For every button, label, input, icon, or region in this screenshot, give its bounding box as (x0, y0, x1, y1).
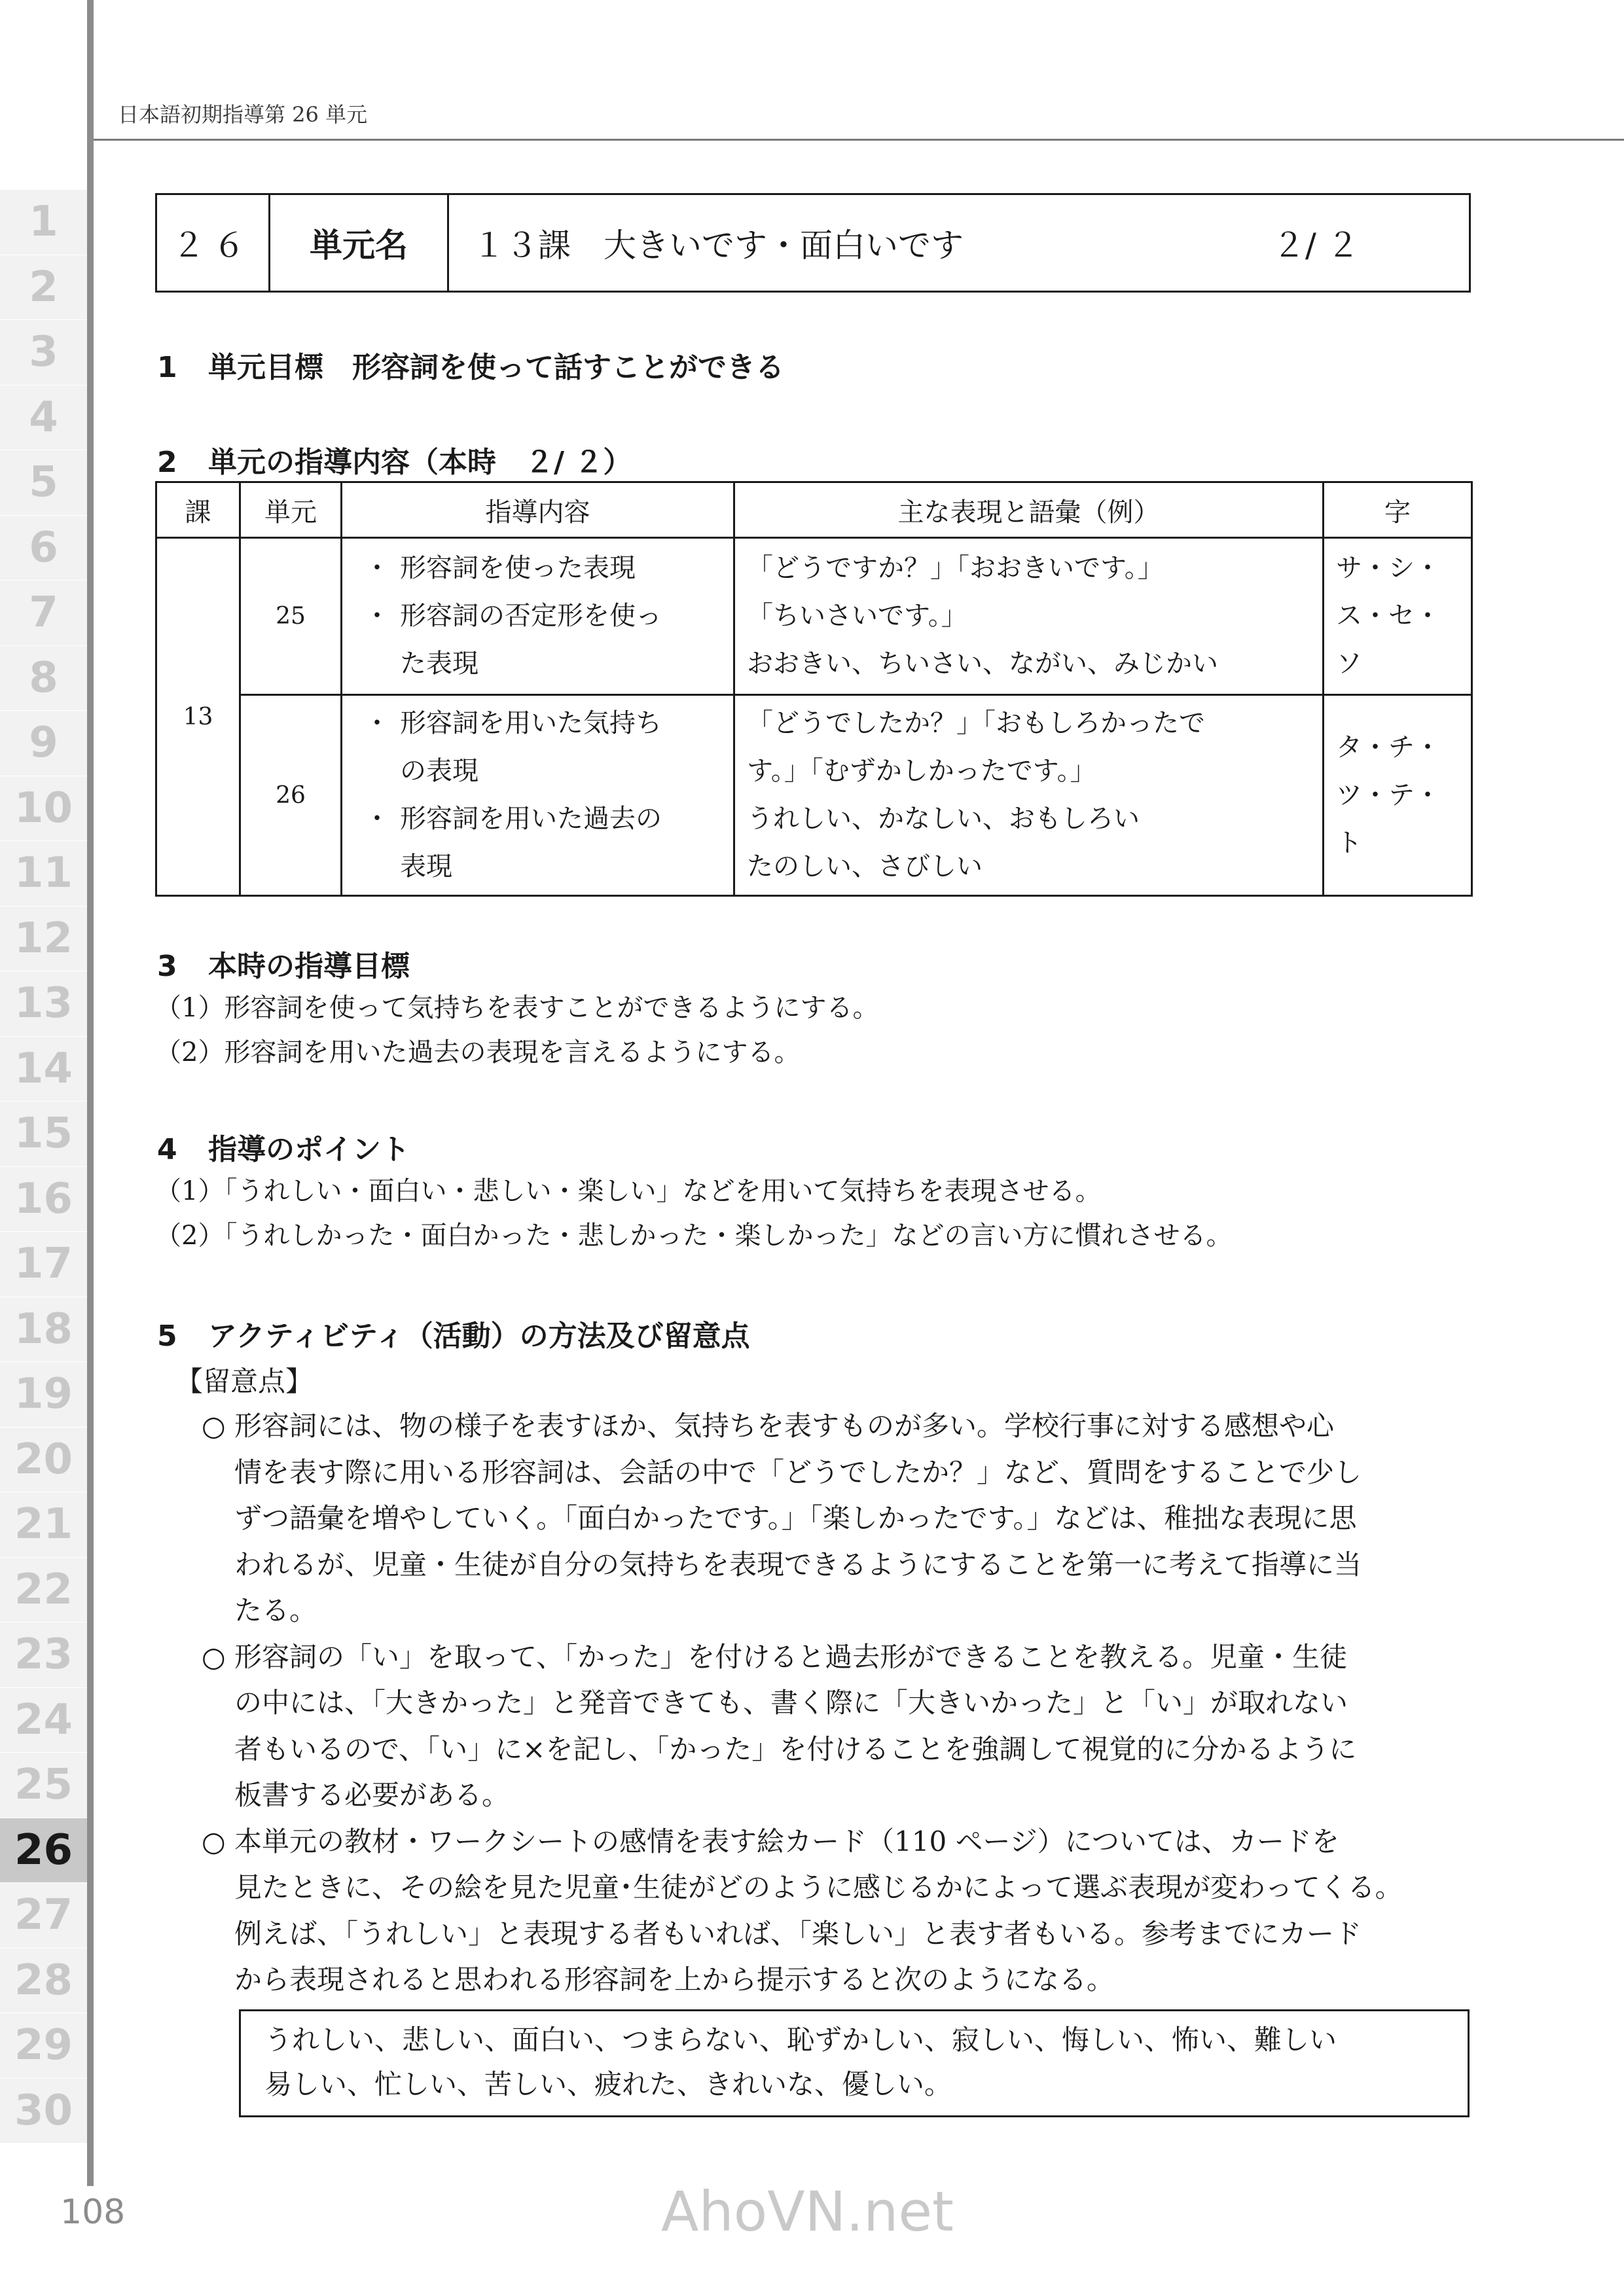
content-bullet: ・ 形容詞を用いた過去の 表現 (364, 804, 662, 882)
section-number: 1 (157, 351, 177, 384)
section-4-points (155, 1169, 1232, 1258)
circle-bullet: ○ (202, 1410, 226, 1442)
col-header-unit: 単元 (240, 482, 342, 538)
unit-tab-5: 5 (0, 450, 87, 516)
content-cell (342, 538, 734, 695)
section-number: 3 (157, 950, 177, 983)
unit-tab-22: 22 (0, 1558, 87, 1623)
expressions-cell: 「どうでしたか？」「おもしろかったで す。」「むずかしかったです。」 うれしい、かなしい、おもしろい たのしい、さびしい (734, 695, 1324, 896)
unit-tab-1: 1 (0, 190, 87, 255)
adjective-line: うれしい、悲しい、面白い、つまらない、恥ずかしい、寂しい、悔しい、怖い、難しい (264, 2024, 1337, 2056)
table-row (156, 538, 1472, 695)
unit-tab-2: 2 (0, 255, 87, 321)
section-number: 5 (157, 1319, 177, 1353)
section-title: アクティビティ（活動）の方法及び留意点 (208, 1319, 750, 1353)
unit-tab-6: 6 (0, 516, 87, 581)
unit-tab-29: 29 (0, 2013, 87, 2079)
unit-name-label: 単元名 (270, 195, 449, 291)
unit-tab-24: 24 (0, 1688, 87, 1753)
col-header-expressions: 主な表現と語彙（例） (734, 482, 1324, 538)
unit-tab-15: 15 (0, 1102, 87, 1167)
col-header-lesson: 課 (156, 482, 240, 538)
section-4-heading (157, 1126, 410, 1168)
unit-tab-3: 3 (0, 320, 87, 386)
characters-cell: タ・チ・ ツ・テ・ ト (1324, 695, 1472, 896)
circle-bullet: ○ (202, 1640, 226, 1673)
note-item: ○ 形容詞には、物の様子を表すほか、気持ちを表すものが多い。学校行事に対する感想や心 情を表す際に用いる形容詞は、会話の中で「どうでしたか？」など、質問をすることで少し ずつ語彙を増やしていく。「面白かったです。」「楽しかったです。」などは、稚拙な表現に思 われるが、児童・生徒が自分の気持ちを表現できるようにすることを第一に考えて指導に当 たる。 (175, 1403, 1478, 1634)
watermark: AhoVN.net (661, 2179, 954, 2244)
circle-bullet: ○ (202, 1825, 226, 1857)
unit-content-table (155, 481, 1473, 897)
expressions-cell: 「どうですか？」「おおきいです。」 「ちいさいです。」 おおきい、ちいさい、ながい、みじかい (734, 538, 1324, 695)
table-row (156, 695, 1472, 896)
content-bullet: ・ 形容詞の否定形を使っ た表現 (364, 601, 662, 679)
unit-tab-18: 18 (0, 1297, 87, 1363)
section-title: 本時の指導目標 (208, 950, 410, 983)
unit-page: ２/ ２ (1272, 226, 1360, 264)
unit-tab-19: 19 (0, 1362, 87, 1427)
unit-tab-21: 21 (0, 1492, 87, 1558)
unit-tab-10: 10 (0, 776, 87, 842)
section-title: 指導のポイント (208, 1133, 410, 1166)
unit-tab-14: 14 (0, 1037, 87, 1102)
section-2-heading (157, 439, 632, 480)
section-title: 単元の指導内容（本時 ２/ ２） (208, 446, 632, 479)
lesson-cell: 13 (156, 538, 240, 896)
unit-tab-7: 7 (0, 581, 87, 646)
col-header-content: 指導内容 (342, 482, 734, 538)
unit-tab-28: 28 (0, 1948, 87, 2014)
adjective-line: 易しい、忙しい、苦しい、疲れた、きれいな、優しい。 (264, 2068, 952, 2100)
unit-tab-11: 11 (0, 841, 87, 906)
header-divider (94, 139, 1624, 141)
unit-cell: 25 (240, 538, 342, 695)
note-item: ○ 本単元の教材・ワークシートの感情を表す絵カード（110 ページ）については、カードを 見たときに、その絵を見た児童･生徒がどのように感じるかによって選ぶ表現が変わってくる。 例えば、「うれしい」と表現する者もいれば、「楽しい」と表す者もいる。参考までにカード から表現されると思われる形容詞を上から提示すると次のようになる。 (175, 1819, 1478, 2003)
goal-item: （2）形容詞を用いた過去の表現を言えるようにする。 (155, 1037, 801, 1067)
section-3-heading (157, 942, 410, 984)
unit-tab-8: 8 (0, 646, 87, 711)
page-number: 108 (60, 2193, 126, 2232)
unit-tab-16: 16 (0, 1167, 87, 1232)
unit-title: １３課 大きいです・面白いです (473, 226, 964, 264)
point-item: （1）「うれしい・面白い・悲しい・楽しい」などを用いて気持ちを表現させる。 (155, 1176, 1102, 1206)
section-3-goals (155, 986, 878, 1075)
goal-item: （1）形容詞を使って気持ちを表すことができるようにする。 (155, 993, 879, 1023)
content-cell (342, 695, 734, 896)
unit-tab-30: 30 (0, 2079, 87, 2144)
unit-tab-20: 20 (0, 1427, 87, 1493)
note-item: ○ 形容詞の「い」を取って、「かった」を付けると過去形ができることを教える。児童・生徒 の中には、「大きかった」と発音できても、書く際に「大きいかった」と「い」が取れない 者もいるので、「い」に×を記し、「かった」を付けることを強調して視覚的に分かるように 板書する必要がある。 (175, 1634, 1478, 1819)
section-number: 2 (157, 446, 177, 479)
table-header-row (156, 482, 1472, 538)
notes-label: 【留意点】 (175, 1365, 314, 1397)
unit-tab-25: 25 (0, 1753, 87, 1818)
left-margin-rule (87, 0, 94, 2186)
characters-cell: サ・シ・ ス・セ・ ソ (1324, 538, 1472, 695)
content-bullet: ・ 形容詞を用いた気持ち の表現 (364, 708, 662, 786)
unit-tab-13: 13 (0, 971, 87, 1037)
unit-tab-17: 17 (0, 1232, 87, 1297)
section-5-heading (157, 1312, 750, 1354)
point-item: （2）「うれしかった・面白かった・悲しかった・楽しかった」などの言い方に慣れさせる。 (155, 1221, 1233, 1251)
unit-tab-23: 23 (0, 1623, 87, 1688)
unit-cell: 26 (240, 695, 342, 896)
section-title: 単元目標 形容詞を使って話すことができる (208, 351, 784, 384)
section-5-notes (175, 1360, 1478, 2003)
unit-tab-26: 26 (0, 1818, 87, 1884)
content-bullet: ・ 形容詞を使った表現 (364, 553, 636, 583)
section-number: 4 (157, 1133, 177, 1166)
unit-tab-27: 27 (0, 1883, 87, 1948)
col-header-characters: 字 (1324, 482, 1472, 538)
unit-tab-12: 12 (0, 906, 87, 972)
adjective-list-box (239, 2009, 1470, 2117)
unit-number: ２６ (157, 195, 270, 291)
section-1-heading (157, 344, 784, 386)
unit-index-tabs (0, 190, 87, 2144)
running-head: 日本語初期指導第 26 単元 (118, 102, 368, 127)
unit-tab-4: 4 (0, 386, 87, 451)
unit-title-box (155, 193, 1471, 293)
unit-tab-9: 9 (0, 711, 87, 776)
